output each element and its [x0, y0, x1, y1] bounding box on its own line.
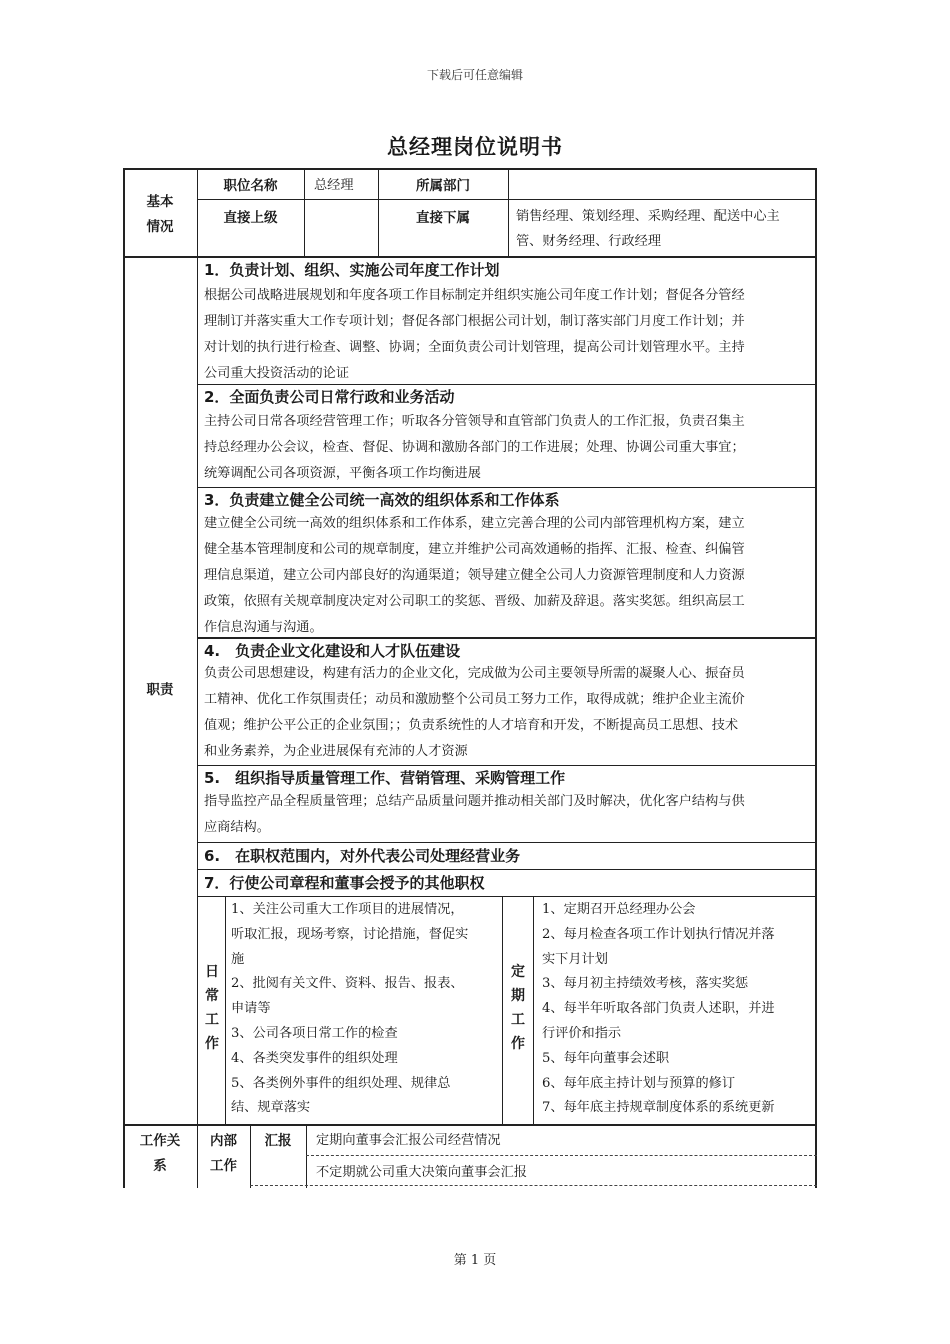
daily-work-list: 1、关注公司重大工作项目的进展情况， 听取汇报，现场考察，讨论措施，督促实 施 2、批阅有关文件、资料、报告、报表、 申请等 3、公司各项日常工作的检查 4、各类突发事件的组织处理 5、各类例外事件的组织处理、规律总 结、规章落实	[231, 902, 469, 1116]
duty-7-heading: 7．行使公司章程和董事会授予的其他职权	[204, 874, 485, 892]
basic-section-label: 基本 情况	[146, 194, 174, 235]
duty-2-heading: 2．全面负责公司日常行政和业务活动	[204, 388, 455, 406]
relations-section-label: 工作关 系	[139, 1133, 181, 1174]
position-name-label: 职位名称	[223, 178, 278, 194]
relation-item-1: 定期向董事会汇报公司经营情况	[316, 1133, 501, 1148]
relation-item-2: 不定期就公司重大决策向董事会汇报	[316, 1165, 527, 1180]
superior-label: 直接上级	[223, 210, 278, 226]
duty-5-heading: 5. 组织指导质量管理工作、营销管理、采购管理工作	[204, 769, 566, 787]
duty-5-body: 指导监控产品全程质量管理；总结产品质量问题并推动相关部门及时解决，优化客户结构与供 应商结构。	[204, 794, 745, 835]
header-note: 下载后可任意编辑	[426, 68, 523, 82]
periodic-work-label: 定 期 工 作	[511, 964, 525, 1052]
duty-4-body: 负责公司思想建设，构建有活力的企业文化，完成做为公司主要领导所需的凝聚人心、振奋员 工精神、优化工作氛围责任；动员和激励整个公司员工努力工作，取得成就；维护企业主流价 值观；维护公平公正的企业氛围；；负责系统性的人才培育和开发，不断提高员工思想、技术 和业务素养，为企业进展保有充沛的人才资源	[204, 666, 745, 759]
report-label: 汇报	[264, 1133, 292, 1149]
department-label: 所属部门	[416, 178, 470, 194]
duties-section-label: 职责	[146, 682, 174, 698]
daily-work-label: 日 常 工 作	[205, 964, 219, 1052]
document-title: 总经理岗位说明书	[387, 135, 563, 159]
internal-work-label: 内部 工作	[210, 1133, 237, 1174]
subordinate-value: 销售经理、策划经理、采购经理、配送中心主 管、财务经理、行政经理	[516, 209, 780, 249]
subordinate-label: 直接下属	[416, 210, 470, 226]
position-name-value: 总经理	[314, 178, 354, 193]
duty-3-heading: 3．负责建立健全公司统一高效的组织体系和工作体系	[204, 491, 560, 509]
duty-6-heading: 6. 在职权范围内，对外代表公司处理经营业务	[204, 847, 521, 865]
duty-1-body: 根据公司战略进展规划和年度各项工作目标制定并组织实施公司年度工作计划；督促各分管经 理制订并落实重大工作专项计划；督促各部门根据公司计划，制订落实部门月度工作计划；并 对计划的执行进行检查、调整、协调；全面负责公司计划管理，提高公司计划管理水平。主持 公司重大投资活动的论证	[204, 288, 745, 381]
page-number: 第 1 页	[453, 1253, 497, 1268]
duty-3-body: 建立健全公司统一高效的组织体系和工作体系，建立完善合理的公司内部管理机构方案，建立 健全基本管理制度和公司的规章制度，建立并维护公司高效通畅的指挥、汇报、检查、纠偏管 理信息渠道，建立公司内部良好的沟通渠道；领导建立健全公司人力资源管理制度和人力资源 政策，依照有关规章制度决定对公司职工的奖惩、晋级、加薪及辞退。落实奖惩。组织高层工 作信息沟通与沟通。	[204, 516, 745, 635]
duty-4-heading: 4. 负责企业文化建设和人才队伍建设	[204, 642, 461, 660]
duty-2-body: 主持公司日常各项经营管理工作；听取各分管领导和直管部门负责人的工作汇报，负责召集主 持总经理办公会议，检查、督促、协调和激励各部门的工作进展；处理、协调公司重大事宜； 统筹调配公司各项资源，平衡各项工作均衡进展	[204, 414, 745, 481]
periodic-work-list: 1、定期召开总经理办公会 2、每月检查各项工作计划执行情况并落 实下月计划 3、每月初主持绩效考核，落实奖惩 4、每半年听取各部门负责人述职，并进 行评价和指示 5、每年向董事会述职 6、每年底主持计划与预算的修订 7、每年底主持规章制度体系的系统更新	[542, 902, 775, 1116]
duty-1-heading: 1．负责计划、组织、实施公司年度工作计划	[204, 261, 500, 279]
